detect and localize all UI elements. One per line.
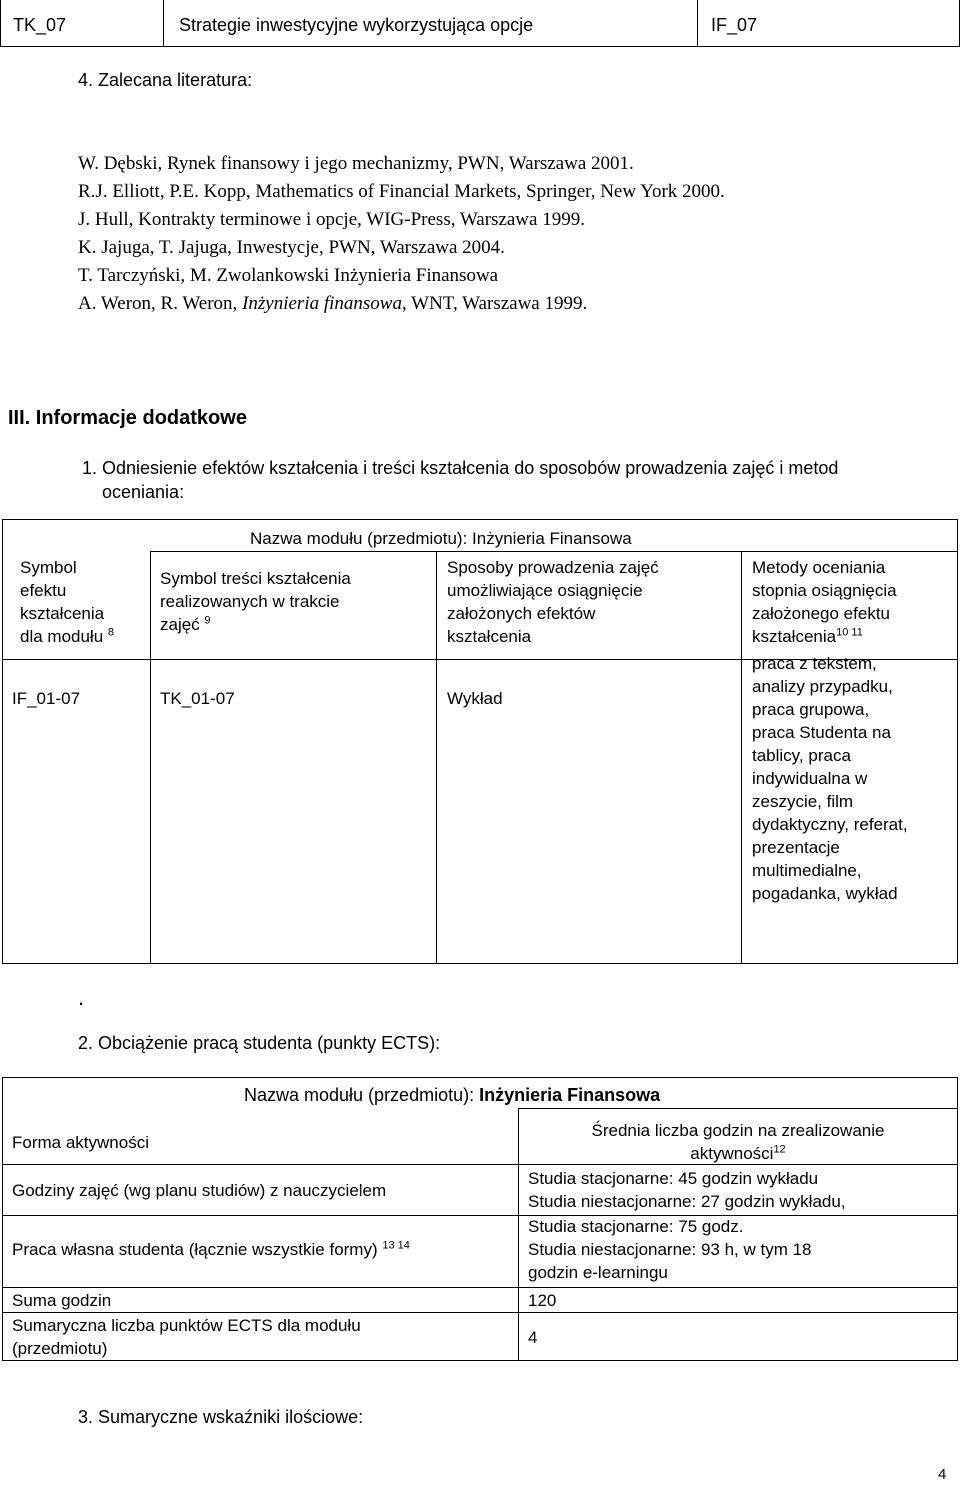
table-border — [518, 1108, 519, 1361]
col-header-activity: Forma aktywności — [12, 1133, 149, 1152]
cell-line: Studia niestacjonarne: 27 godzin wykładu, — [528, 1192, 846, 1211]
page-number: 4 — [938, 1466, 947, 1483]
header-line — [752, 625, 897, 648]
section-subheading-cont: oceniania: — [102, 482, 185, 502]
literature-item: W. Dębski, Rynek finansowy i jego mechanizmy, PWN, Warszawa 2001. — [78, 153, 634, 174]
page-header — [0, 0, 960, 47]
section-heading: 2. Obciążenie pracą studenta (punkty ECTS): — [78, 1033, 441, 1053]
header-line: umożliwiające osiągnięcie — [447, 581, 643, 600]
col-header-methods — [447, 556, 659, 648]
table-cell — [12, 1314, 361, 1360]
module-title — [244, 1084, 660, 1107]
table-cell — [528, 1167, 846, 1213]
table-border — [957, 1077, 958, 1361]
table-cell: Suma godzin — [12, 1291, 112, 1310]
cell-line: Studia niestacjonarne: 93 h, w tym 18 — [528, 1240, 812, 1259]
cell-line: indywidualna w — [752, 769, 868, 788]
header-code-left: TK_07 — [13, 15, 67, 35]
cell-line: godzin e-learningu — [528, 1263, 668, 1282]
cell-line: zeszycie, film — [752, 792, 854, 811]
header-line: Symbol treści kształcenia — [160, 569, 351, 588]
table-border — [150, 551, 958, 552]
header-divider — [697, 0, 698, 46]
cell-line: Studia stacjonarne: 75 godz. — [528, 1217, 744, 1236]
table-cell: 4 — [528, 1328, 538, 1347]
header-code-right: IF_07 — [711, 15, 758, 35]
cell-line: pogadanka, wykład — [752, 884, 898, 903]
cell-line: Studia stacjonarne: 45 godzin wykładu — [528, 1169, 819, 1188]
table-border — [2, 1312, 958, 1313]
literature-item: J. Hull, Kontrakty terminowe i opcje, WIG-Press, Warszawa 1999. — [78, 209, 585, 230]
header-text: kształcenia — [752, 627, 837, 646]
table-border — [741, 551, 742, 963]
stray-dot: . — [78, 985, 85, 1010]
table-border — [2, 1215, 958, 1216]
table-border — [2, 1360, 958, 1361]
cell-line: tablicy, praca — [752, 746, 851, 765]
literature-item: R.J. Elliott, P.E. Kopp, Mathematics of Financial Markets, Springer, New York 2000. — [78, 181, 725, 202]
table-border — [2, 1077, 3, 1361]
col-header-assessment — [752, 556, 897, 648]
table-border — [2, 1287, 958, 1288]
cell-line: praca Studenta na — [752, 723, 891, 742]
table-cell: 120 — [528, 1291, 557, 1310]
header-line: założonego efektu — [752, 604, 890, 623]
header-text: dla modułu — [20, 627, 104, 646]
header-line: efektu — [20, 581, 67, 600]
header-line — [20, 625, 114, 648]
cell-line: prezentacje — [752, 838, 840, 857]
literature-item-title: Inżynieria finansowa — [242, 293, 402, 314]
literature-item: T. Tarczyński, M. Zwolankowski Inżynieria Finansowa — [78, 265, 499, 286]
table-cell: Wykład — [447, 689, 503, 708]
table-border — [518, 1108, 958, 1109]
footnote-ref: 10 11 — [836, 626, 863, 639]
footnote-ref: 12 — [773, 1143, 786, 1156]
col-header-symbol-effect — [20, 556, 114, 648]
header-line: realizowanych w trakcie — [160, 592, 340, 611]
header-title: Strategie inwestycyjne wykorzystująca opcje — [179, 15, 534, 35]
table-cell-methods — [752, 652, 908, 905]
table-border — [436, 551, 437, 963]
table-cell — [528, 1215, 812, 1284]
footnote-ref: 13 14 — [382, 1239, 410, 1252]
section-heading: 3. Sumaryczne wskaźniki ilościowe: — [78, 1407, 364, 1427]
header-line: założonych efektów — [447, 604, 596, 623]
table-border — [2, 963, 958, 964]
header-line: Metody oceniania — [752, 558, 886, 577]
literature-item: K. Jajuga, T. Jajuga, Inwestycje, PWN, Warszawa 2004. — [78, 237, 505, 258]
footnote-ref: 9 — [204, 614, 211, 627]
header-line: kształcenia — [447, 627, 532, 646]
cell-line: multimedialne, — [752, 861, 862, 880]
cell-line: (przedmiotu) — [12, 1339, 108, 1358]
cell-line: Sumaryczna liczba punktów ECTS dla modułu — [12, 1316, 361, 1335]
table-cell: IF_01-07 — [12, 689, 81, 708]
header-line — [160, 613, 351, 636]
footnote-ref: 8 — [107, 626, 115, 639]
table-cell: Godziny zajęć (wg planu studiów) z nauczycielem — [12, 1181, 387, 1200]
header-line: Sposoby prowadzenia zajęć — [447, 558, 659, 577]
cell-line: praca grupowa, — [752, 700, 870, 719]
table-cell — [12, 1238, 410, 1261]
table-border — [2, 519, 3, 964]
literature-item — [78, 290, 725, 318]
table-border — [2, 1077, 958, 1078]
table-border — [957, 519, 958, 964]
cell-text: Praca własna studenta (łącznie wszystkie formy) — [12, 1240, 378, 1259]
literature-heading: 4. Zalecana literatura: — [78, 70, 253, 90]
literature-item-text: , WNT, Warszawa 1999. — [401, 293, 588, 314]
header-divider — [163, 0, 164, 46]
section-heading: III. Informacje dodatkowe — [8, 407, 247, 429]
col-header-symbol-content — [160, 567, 351, 636]
header-text: aktywności — [690, 1144, 774, 1163]
literature-list — [78, 150, 725, 318]
table-border — [2, 519, 958, 520]
section-subheading: 1. Odniesienie efektów kształcenia i treści kształcenia do sposobów prowadzenia zajęć i metod — [82, 458, 839, 478]
module-title-label: Nazwa modułu (przedmiotu): — [244, 1085, 480, 1105]
header-line: kształcenia — [20, 604, 105, 623]
col-header-hours — [528, 1119, 948, 1165]
table-cell: TK_01-07 — [160, 689, 235, 708]
table-border — [150, 551, 151, 963]
module-title: Nazwa modułu (przedmiotu): Inżynieria Finansowa — [250, 529, 632, 548]
header-line — [528, 1142, 948, 1165]
header-text: zajęć — [160, 615, 200, 634]
header-line: Symbol — [20, 558, 77, 577]
header-line: Średnia liczba godzin na zrealizowanie — [591, 1121, 885, 1140]
literature-item-text: A. Weron, R. Weron, — [78, 293, 243, 314]
cell-line: analizy przypadku, — [752, 677, 893, 696]
header-line: stopnia osiągnięcia — [752, 581, 897, 600]
module-title-name: Inżynieria Finansowa — [479, 1085, 661, 1105]
cell-line: dydaktyczny, referat, — [752, 815, 908, 834]
cell-line: praca z tekstem, — [752, 654, 877, 673]
